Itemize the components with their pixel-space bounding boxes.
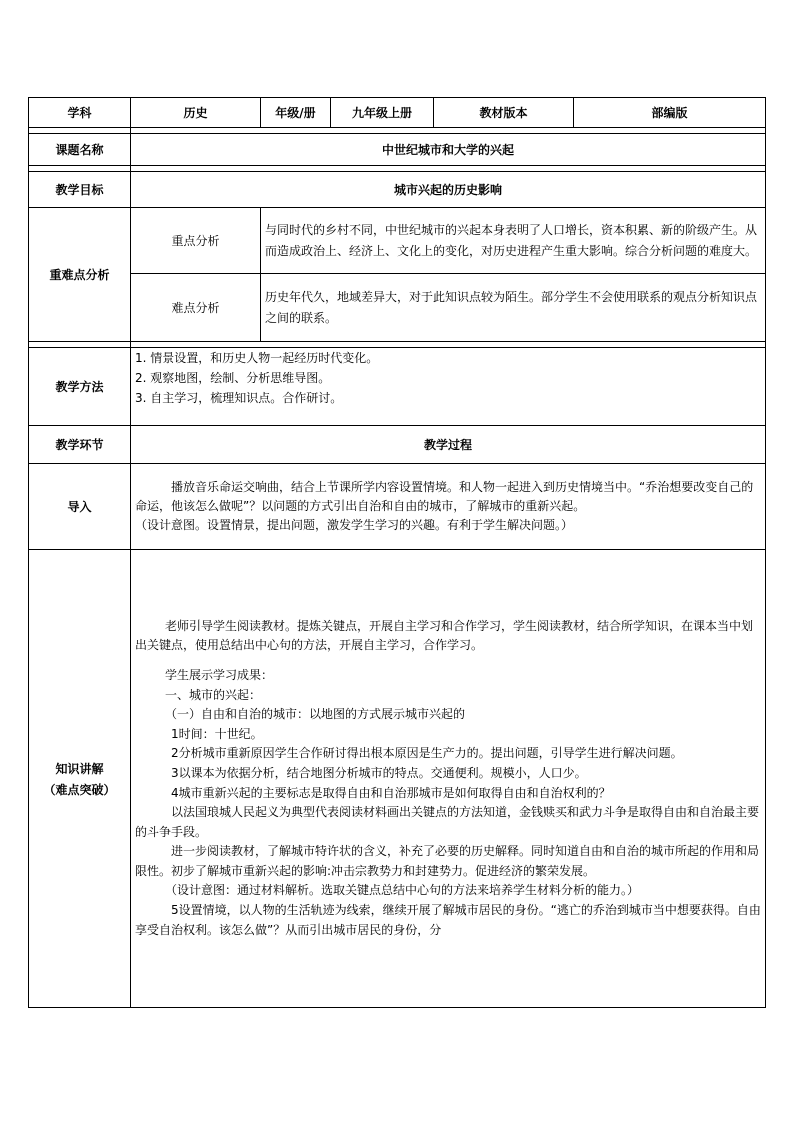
knowledge-paragraph: 老师引导学生阅读教材。提炼关键点，开展自主学习和合作学习，学生阅读教材，结合所学知识，在课本当中划出关键点，使用总结出中心句的方法，开展自主学习，合作学习。 [135, 618, 754, 653]
goal-value: 城市兴起的历史影响 [131, 172, 766, 208]
knowledge-paragraph: 以法国琅城人民起义为典型代表阅读材料画出关键点的方法知道，金钱赎买和武力斗争是取得自由和自治最主要的斗争手段。 [135, 805, 760, 839]
key-point-row [29, 208, 766, 274]
subject-value: 历史 [131, 98, 261, 128]
intro-row [29, 464, 766, 550]
key-point-text: 与同时代的乡村不同，中世纪城市的兴起本身表明了人口增长，资本积累、新的阶级产生。从而造成政治上、经济上、文化上的变化，对历史进程产生重大影响。综合分析问题的难度大。 [261, 208, 766, 274]
topic-label: 课题名称 [29, 134, 131, 166]
method-label: 教学方法 [29, 348, 131, 426]
knowledge-paragraph: 2分析城市重新原因学生合作研讨得出根本原因是生产力的。提出问题，引导学生进行解决问题。 [171, 746, 683, 761]
method-item: 3. 自主学习，梳理知识点。合作研讨。 [135, 391, 343, 405]
hard-point-row [29, 274, 766, 342]
knowledge-paragraph: 5设置情境，以人物的生活轨迹为线索，继续开展了解城市居民的身份。“逃亡的乔治到城市当中想要获得。自由享受自治权利。该怎么做”？从而引出城市居民的身份，分 [135, 903, 761, 937]
knowledge-paragraph: （一）自由和自治的城市：以地图的方式展示城市兴起的 [165, 707, 466, 722]
intro-content [131, 464, 766, 550]
method-list [131, 348, 766, 426]
grade-label: 年级/册 [261, 98, 331, 128]
knowledge-paragraph: 一、城市的兴起： [165, 687, 262, 702]
goal-row [29, 172, 766, 208]
edition-value: 部编版 [574, 98, 766, 128]
knowledge-label-cell [29, 550, 131, 1008]
difficulty-label: 重难点分析 [29, 208, 131, 342]
knowledge-paragraph: 进一步阅读教材，了解城市特许状的含义，补充了必要的历史解释。同时知道自由和自治的城市所起的作用和局限性。初步了解城市重新兴起的影响:冲击宗教势力和封建势力。促进经济的繁荣发展。 [135, 844, 760, 878]
lesson-plan-table [28, 97, 766, 1008]
topic-row [29, 134, 766, 166]
hard-point-label: 难点分析 [131, 274, 261, 342]
knowledge-paragraph: 4城市重新兴起的主要标志是取得自由和自治那城市是如何取得自由和自治权利的？ [171, 785, 611, 800]
grade-value: 九年级上册 [331, 98, 434, 128]
knowledge-content [131, 550, 766, 1008]
knowledge-paragraph: 学生展示学习成果： [165, 667, 274, 682]
knowledge-sublabel: （难点突破） [43, 782, 116, 797]
goal-label: 教学目标 [29, 172, 131, 208]
edition-label: 教材版本 [434, 98, 574, 128]
knowledge-paragraph: 1时间：十世纪。 [171, 726, 263, 741]
method-item: 2. 观察地图，绘制、分析思维导图。 [135, 371, 331, 385]
key-point-label: 重点分析 [131, 208, 261, 274]
topic-value: 中世纪城市和大学的兴起 [131, 134, 766, 166]
process-header-row [29, 426, 766, 464]
method-item: 1. 情景设置，和历史人物一起经历时代变化。 [135, 351, 379, 365]
knowledge-paragraph: 3以课本为依据分析，结合地图分析城市的特点。交通便利。规模小，人口少。 [171, 765, 587, 780]
intro-paragraph: 播放音乐命运交响曲，结合上节课所学内容设置情境。和人物一起进入到历史情境当中。“乔治想要改变自己的命运，他该怎么做呢”？以问题的方式引出自治和自由的城市，了解城市的重新兴起。 [135, 480, 754, 513]
header-row [29, 98, 766, 128]
knowledge-design-note: （设计意图：通过材料解析。选取关键点总结中心句的方法来培养学生材料分析的能力。） [165, 883, 640, 898]
stage-label: 教学环节 [29, 426, 131, 464]
knowledge-label: 知识讲解 [55, 761, 104, 776]
hard-point-text: 历史年代久，地域差异大，对于此知识点较为陌生。部分学生不会使用联系的观点分析知识点之间的联系。 [261, 274, 766, 342]
subject-label: 学科 [29, 98, 131, 128]
process-label: 教学过程 [131, 426, 766, 464]
method-row [29, 348, 766, 426]
intro-label: 导入 [29, 464, 131, 550]
intro-design-note: （设计意图。设置情景，提出问题，激发学生学习的兴趣。有利于学生解决问题。） [135, 518, 574, 532]
knowledge-row [29, 550, 766, 1008]
